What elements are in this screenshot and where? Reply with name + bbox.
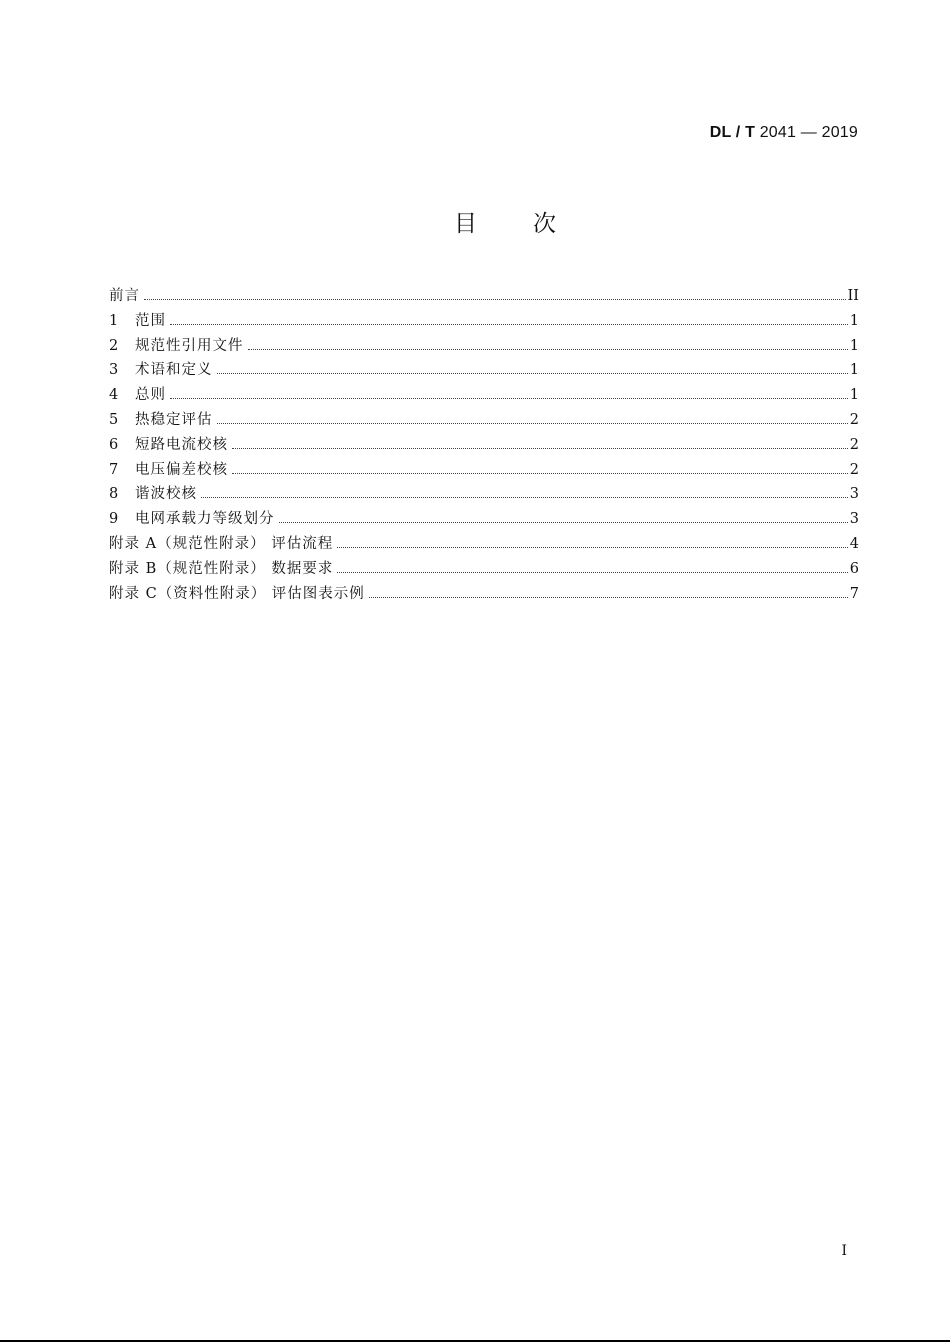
toc-dot-leader [170, 324, 848, 325]
toc-dot-leader [201, 497, 848, 498]
toc-dot-leader [232, 448, 848, 449]
toc-entry-number: 1 [109, 312, 119, 329]
toc-entry-page: 1 [849, 362, 859, 379]
toc-entry-number: 6 [109, 436, 119, 453]
toc-entry-page: 2 [849, 461, 859, 478]
toc-entry-label: 电网承载力等级划分 [135, 511, 275, 528]
toc-dot-leader [232, 473, 848, 474]
toc-entry-label: 电压偏差校核 [135, 461, 228, 478]
toc-entry-2[interactable] [109, 334, 859, 359]
toc-dot-leader [337, 547, 848, 548]
toc-entry-page: 1 [849, 337, 859, 354]
toc-entry-appendix-a[interactable] [109, 532, 859, 557]
toc-entry-1[interactable] [109, 309, 859, 334]
toc-entry-page: 1 [849, 312, 859, 329]
toc-entry-page: 1 [849, 387, 859, 404]
toc-entry-page: 7 [849, 585, 859, 602]
toc-entry-label: 附录 B（规范性附录） 数据要求 [109, 560, 334, 577]
toc-entry-label: 总则 [135, 387, 166, 404]
toc-dot-leader [337, 572, 847, 573]
toc-entry-4[interactable] [109, 383, 859, 408]
toc-dot-leader [217, 423, 848, 424]
toc-dot-leader [248, 349, 848, 350]
bottom-divider [0, 1340, 950, 1342]
toc-entry-page: 2 [849, 411, 859, 428]
toc-entry-page: 4 [849, 535, 859, 552]
toc-entry-number: 5 [109, 411, 119, 428]
toc-entry-page: 3 [849, 486, 859, 503]
page-title-char-1: 目 [454, 211, 477, 237]
toc-entry-label: 谐波校核 [135, 486, 197, 503]
standard-code-number: 2041 — 2019 [755, 124, 858, 141]
toc-entry-label: 前言 [109, 288, 140, 304]
table-of-contents [109, 284, 859, 606]
toc-entry-page: 2 [849, 436, 859, 453]
toc-entry-8[interactable] [109, 482, 859, 507]
toc-entry-number: 7 [109, 461, 119, 478]
toc-dot-leader [144, 299, 846, 300]
toc-dot-leader [170, 398, 848, 399]
toc-entry-number: 9 [109, 511, 119, 528]
page-title [0, 205, 950, 238]
toc-entry-number: 4 [109, 387, 119, 404]
toc-entry-9[interactable] [109, 507, 859, 532]
toc-entry-appendix-c[interactable] [109, 582, 859, 607]
toc-entry-number: 3 [109, 362, 119, 379]
toc-entry-label: 术语和定义 [135, 362, 213, 379]
toc-entry-label: 规范性引用文件 [135, 337, 244, 354]
toc-entry-3[interactable] [109, 358, 859, 383]
toc-entry-5[interactable] [109, 408, 859, 433]
standard-code [710, 124, 858, 142]
toc-entry-6[interactable] [109, 433, 859, 458]
toc-entry-appendix-b[interactable] [109, 557, 859, 582]
toc-entry-7[interactable] [109, 458, 859, 483]
toc-dot-leader [217, 373, 848, 374]
toc-entry-label: 附录 A（规范性附录） 评估流程 [109, 535, 334, 552]
toc-entry-foreword[interactable] [109, 284, 859, 309]
toc-entry-page: 3 [849, 511, 859, 528]
standard-code-prefix: DL / T [709, 124, 756, 141]
toc-entry-label: 附录 C（资料性附录） 评估图表示例 [109, 585, 365, 602]
toc-entry-number: 8 [109, 486, 119, 503]
page-number: I [841, 1243, 847, 1259]
page-title-char-2: 次 [533, 211, 556, 237]
toc-entry-number: 2 [109, 337, 119, 354]
toc-dot-leader [369, 597, 848, 598]
toc-entry-page: II [847, 288, 859, 304]
toc-entry-page: 6 [849, 560, 859, 577]
toc-dot-leader [279, 522, 848, 523]
toc-entry-label: 短路电流校核 [135, 436, 228, 453]
toc-entry-label: 热稳定评估 [135, 411, 213, 428]
toc-entry-label: 范围 [135, 312, 166, 329]
